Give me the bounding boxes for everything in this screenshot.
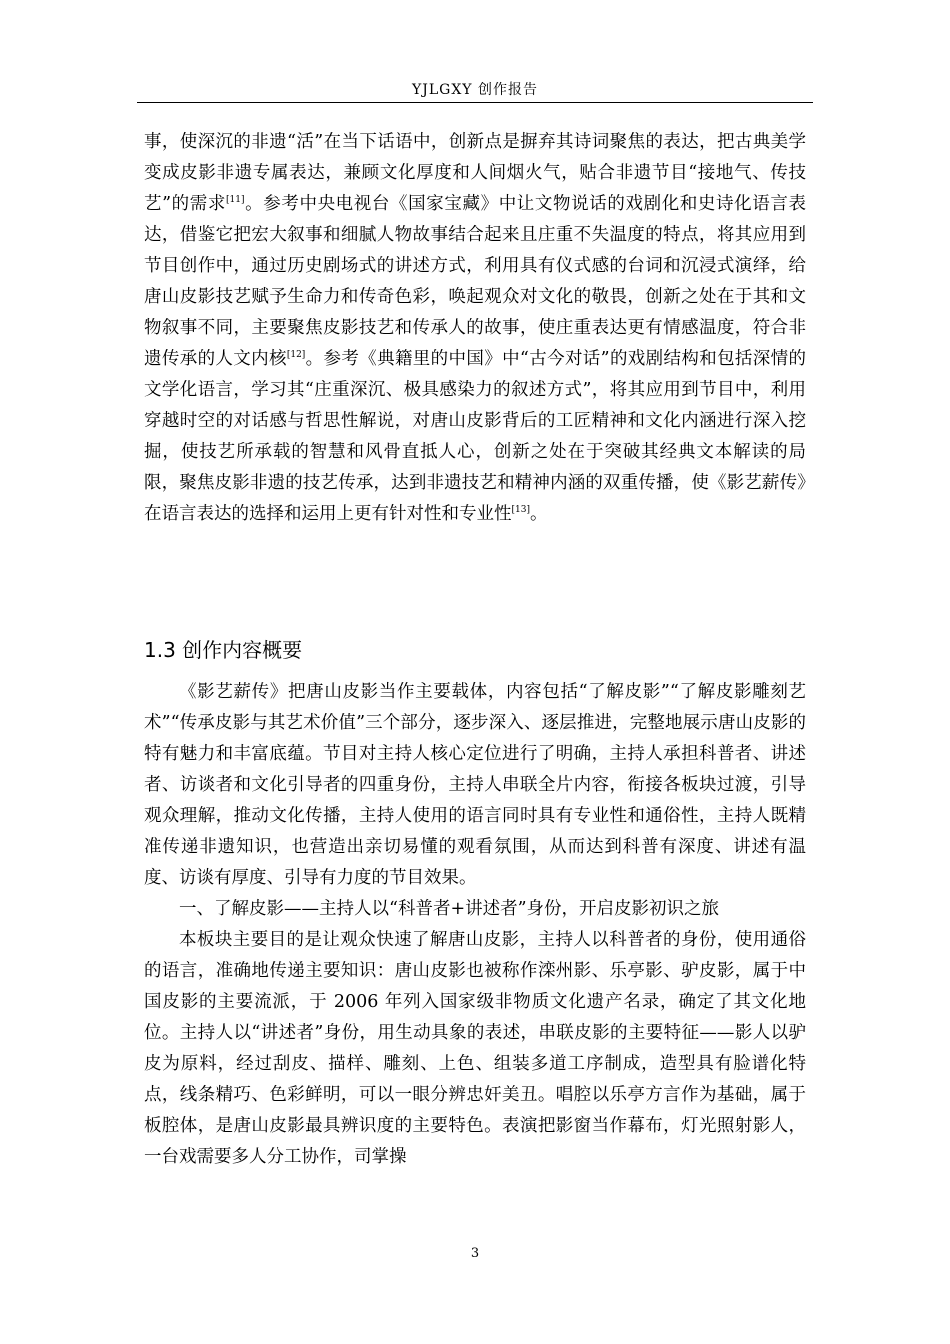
citation-mark: [13]	[511, 505, 530, 516]
body-paragraph: 本板块主要目的是让观众快速了解唐山皮影，主持人以科普者的身份，使用通俗的语言，准确地传递主要知识：唐山皮影也被称作滦州影、乐亭影、驴皮影，属于中国皮影的主要流派，于 2006 年列入国家级非物质文化遗产名录，确定了其文化地位。主持人以“讲述者”身份，用生动具象的表述，串联皮影的主要特征——影人以驴皮为原料，经过刮皮、描样、雕刻、上色、组装多道工序制成，造型具有脸谱化特点，线条精巧、色彩鲜明，可以一眼分辨忠奸美丑。唱腔以乐亭方言作为基础，属于板腔体，是唐山皮影最具辨识度的主要特色。表演把影窗当作幕布，灯光照射影人，一台戏需要多人分工协作，司掌操	[144, 930, 806, 1167]
citation-mark: [11]	[226, 195, 245, 206]
citation-mark: [12]	[286, 350, 306, 361]
top-paragraph-block	[144, 127, 806, 530]
running-header: YJLGXY 创作报告	[412, 82, 538, 98]
body-paragraph	[144, 127, 806, 530]
paragraph-text: 。参考《典籍里的中国》中“古今对话”的戏剧结构和包括深情的文学化语言，学习其“庄重深沉、极具感染力的叙述方式”，将其应用到节目中，利用穿越时空的对话感与哲思性解说，对唐山皮影背后的工匠精神和文化内涵进行深入挖掘，使技艺所承载的智慧和风骨直抵人心，创新之处在于突破其经典文本解读的局限，聚焦皮影非遗的技艺传承，达到非遗技艺和精神内涵的双重传播，使《影艺薪传》在语言表达的选择和运用上更有针对性和专业性	[144, 349, 806, 524]
paragraph-text: 。	[529, 504, 548, 524]
body-paragraph: 《影艺薪传》把唐山皮影当作主要载体，内容包括“了解皮影”“了解皮影雕刻艺术”“传承皮影与其艺术价值”三个部分，逐步深入、逐层推进，完整地展示唐山皮影的特有魅力和丰富底蕴。节目对主持人核心定位进行了明确，主持人承担科普者、讲述者、访谈者和文化引导者的四重身份，主持人串联全片内容，衔接各板块过渡，引导观众理解，推动文化传播，主持人使用的语言同时具有专业性和通俗性，主持人既精准传递非遗知识，也营造出亲切易懂的观看氛围，从而达到科普有深度、讲述有温度、访谈有厚度、引导有力度的节目效果。	[144, 682, 806, 888]
paragraph-text: 事，使深沉的非遗“活”在当下话语中，创新点是摒弃其诗词聚焦的表达，把古典美学变成皮影非遗专属表达，兼顾文化厚度和人间烟火气，贴合非遗节目“接地气、传技艺”的需求	[144, 132, 806, 214]
subsection-title: 一、了解皮影——主持人以“科普者+讲述者”身份，开启皮影初识之旅	[179, 899, 720, 919]
section-body	[144, 677, 806, 1173]
header-rule	[137, 102, 813, 103]
section-heading: 1.3 创作内容概要	[144, 638, 303, 662]
page-number: 3	[470, 1246, 480, 1261]
paragraph-text: 。参考中央电视台《国家宝藏》中让文物说话的戏剧化和史诗化语言表达，借鉴它把宏大叙事和细腻人物故事结合起来且庄重不失温度的特点，将其应用到节目创作中，通过历史剧场式的讲述方式，利用具有仪式感的台词和沉浸式演绎，给唐山皮影技艺赋予生命力和传奇色彩，唤起观众对文化的敬畏，创新之处在于其和文物叙事不同，主要聚焦皮影技艺和传承人的故事，使庄重表达更有情感温度，符合非遗传承的人文内核	[144, 194, 806, 369]
